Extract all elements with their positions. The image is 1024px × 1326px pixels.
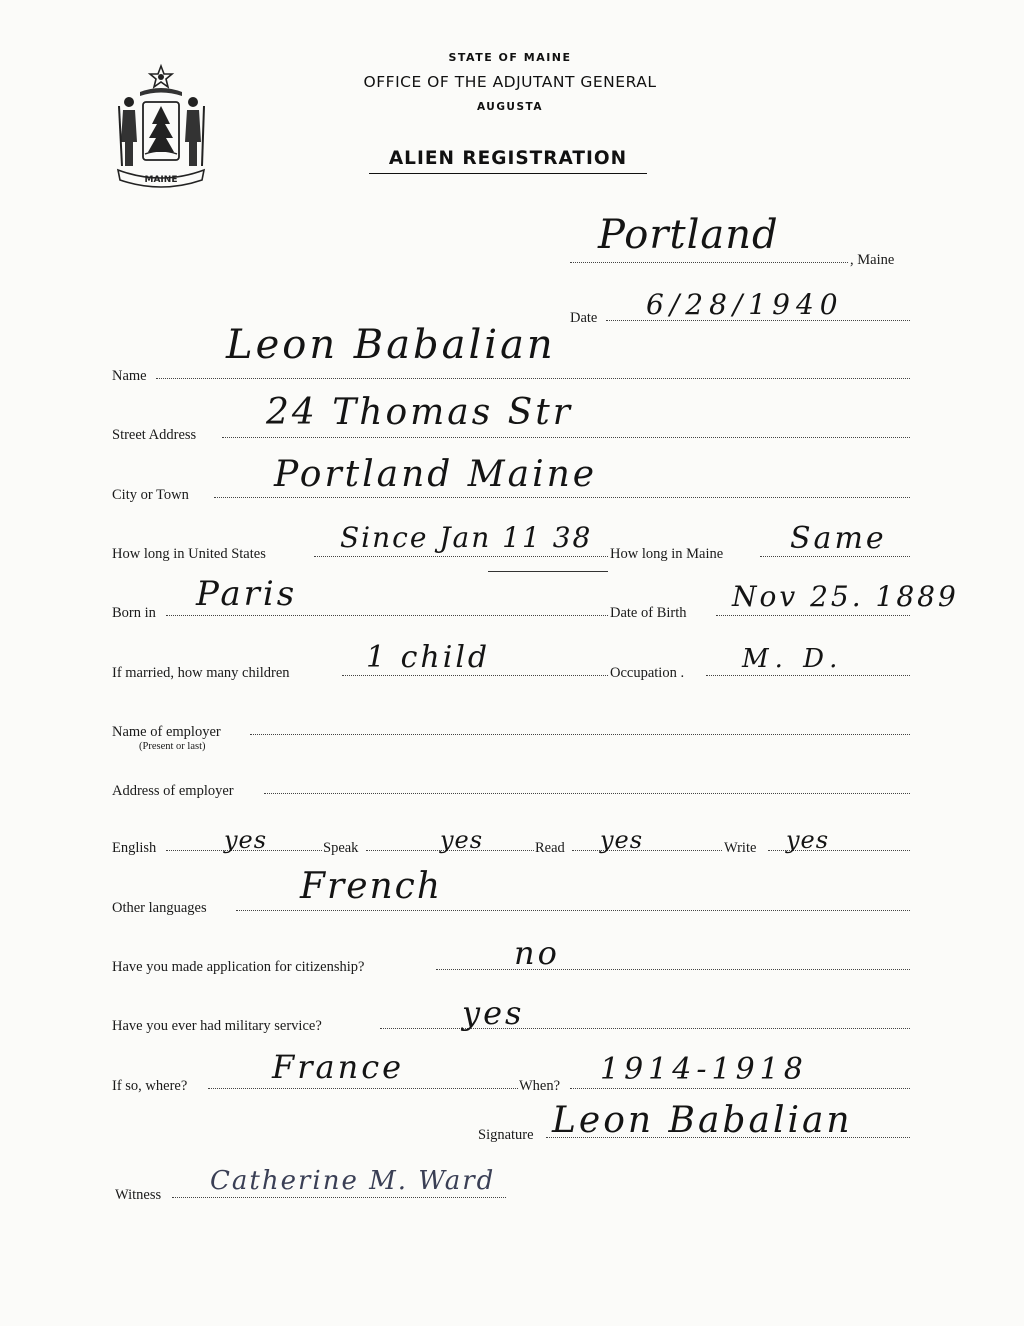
form-title: ALIEN REGISTRATION bbox=[369, 148, 647, 174]
city-heading: AUGUSTA bbox=[476, 101, 543, 113]
born-in-label: Born in bbox=[112, 605, 156, 621]
speak-label: Speak bbox=[323, 840, 359, 856]
place-line bbox=[570, 262, 848, 263]
how-long-us-line bbox=[314, 556, 608, 557]
employer-label: Name of employer bbox=[112, 724, 221, 740]
date-label: Date bbox=[570, 310, 598, 326]
signature-value[interactable]: Leon Babalian bbox=[552, 1100, 853, 1141]
city-value[interactable]: Portland Maine bbox=[274, 454, 598, 495]
military-label: Have you ever had military service? bbox=[112, 1018, 322, 1034]
how-long-maine-line bbox=[760, 556, 910, 557]
street-value[interactable]: 24 Thomas Str bbox=[266, 392, 573, 433]
read-line bbox=[572, 850, 722, 851]
citizenship-value[interactable]: no bbox=[514, 934, 560, 972]
dob-value[interactable]: Nov 25. 1889 bbox=[732, 580, 959, 613]
city-line bbox=[214, 497, 910, 498]
read-label: Read bbox=[535, 840, 565, 856]
citizenship-line bbox=[436, 969, 910, 970]
military-line bbox=[380, 1028, 910, 1029]
occupation-label: Occupation . bbox=[610, 665, 685, 681]
signature-label: Signature bbox=[478, 1127, 534, 1143]
military-value[interactable]: yes bbox=[462, 994, 525, 1032]
witness-label: Witness bbox=[115, 1187, 162, 1203]
other-languages-value[interactable]: French bbox=[300, 866, 443, 907]
children-label: If married, how many children bbox=[112, 665, 290, 681]
when-value[interactable]: 1914-1918 bbox=[600, 1052, 808, 1087]
street-label: Street Address bbox=[112, 427, 197, 443]
dob-label: Date of Birth bbox=[610, 605, 687, 621]
office-heading: OFFICE OF THE ADJUTANT GENERAL bbox=[363, 73, 657, 91]
witness-line bbox=[172, 1197, 506, 1198]
when-line bbox=[570, 1088, 910, 1089]
how-long-us-value[interactable]: Since Jan 11 38 bbox=[340, 521, 593, 554]
dob-line bbox=[716, 615, 910, 616]
how-long-maine-label: How long in Maine bbox=[610, 546, 724, 562]
occupation-line bbox=[706, 675, 910, 676]
other-languages-label: Other languages bbox=[112, 900, 207, 916]
english-label: English bbox=[112, 840, 157, 856]
write-label: Write bbox=[724, 840, 757, 856]
read-value[interactable]: yes bbox=[600, 826, 644, 854]
other-languages-line bbox=[236, 910, 910, 911]
speak-value[interactable]: yes bbox=[440, 826, 484, 854]
citizenship-label: Have you made application for citizenship? bbox=[112, 959, 365, 975]
name-label: Name bbox=[112, 368, 147, 384]
place-value[interactable]: Portland bbox=[598, 212, 779, 258]
where-value[interactable]: France bbox=[272, 1048, 405, 1086]
children-line bbox=[342, 675, 608, 676]
how-long-maine-value[interactable]: Same bbox=[790, 521, 887, 556]
name-value[interactable]: Leon Babalian bbox=[226, 322, 556, 368]
employer-address-label: Address of employer bbox=[112, 783, 234, 799]
occupation-value[interactable]: M. D. bbox=[742, 644, 844, 674]
witness-value[interactable]: Catherine M. Ward bbox=[210, 1166, 496, 1196]
maine-label: , Maine bbox=[850, 252, 895, 268]
employer-line bbox=[250, 734, 910, 735]
born-in-value[interactable]: Paris bbox=[196, 574, 298, 614]
born-in-line bbox=[166, 615, 608, 616]
english-value[interactable]: yes bbox=[224, 826, 268, 854]
underline-stroke bbox=[488, 571, 608, 572]
write-value[interactable]: yes bbox=[786, 826, 830, 854]
where-line bbox=[208, 1088, 518, 1089]
street-line bbox=[222, 437, 910, 438]
state-heading: STATE OF MAINE bbox=[448, 51, 572, 64]
employer-address-line bbox=[264, 793, 910, 794]
how-long-us-label: How long in United States bbox=[112, 546, 266, 562]
when-label: When? bbox=[519, 1078, 561, 1094]
svg-text:MAINE: MAINE bbox=[144, 175, 178, 185]
where-label: If so, where? bbox=[112, 1078, 188, 1094]
name-line bbox=[156, 378, 910, 379]
date-value[interactable]: 6/28/1940 bbox=[646, 288, 844, 321]
children-value[interactable]: 1 child bbox=[366, 640, 491, 675]
city-label: City or Town bbox=[112, 487, 189, 503]
employer-sub-label: (Present or last) bbox=[139, 741, 206, 752]
